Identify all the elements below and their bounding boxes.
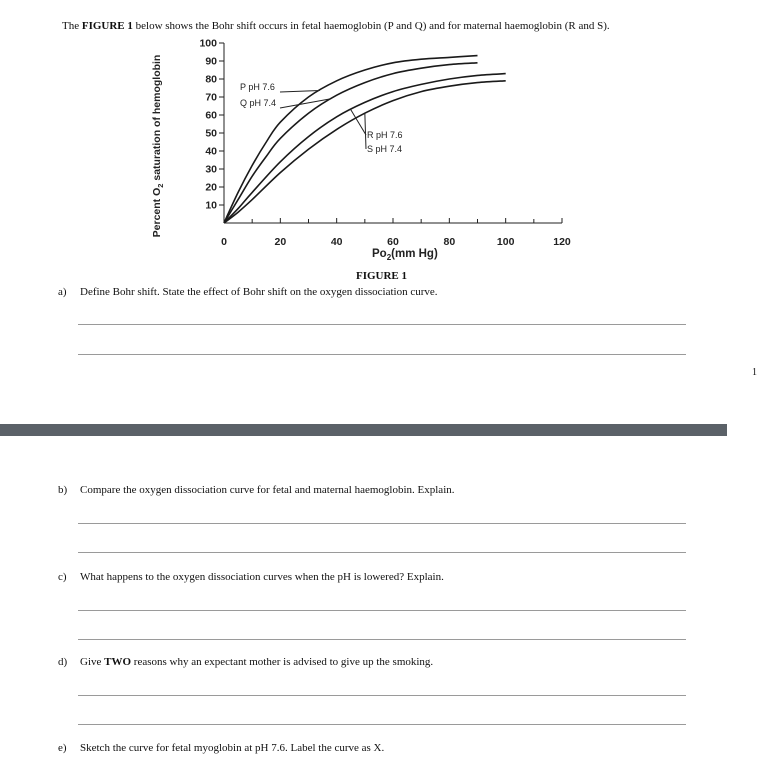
curve-group bbox=[224, 56, 506, 223]
answer-line[interactable] bbox=[78, 724, 686, 725]
page-number: 1 bbox=[752, 367, 757, 378]
page-divider-bar bbox=[0, 424, 727, 436]
x-tick-label: 100 bbox=[496, 236, 515, 248]
curve-label: P pH 7.6 bbox=[240, 82, 275, 92]
question-a-label: a) bbox=[58, 286, 67, 298]
curve-label-leader bbox=[280, 91, 320, 92]
question-b-label: b) bbox=[58, 484, 68, 496]
x-tick-label: 60 bbox=[387, 236, 399, 248]
question-d-label: d) bbox=[58, 656, 68, 668]
curve-label: Q pH 7.4 bbox=[240, 98, 277, 108]
intro-before: The bbox=[62, 20, 82, 32]
question-e-label: e) bbox=[58, 742, 67, 754]
answer-line[interactable] bbox=[78, 639, 686, 640]
question-c-label: c) bbox=[58, 571, 67, 583]
question-d-text-2: reasons why an expectant mother is advised to give up the smoking. bbox=[131, 656, 434, 668]
question-a bbox=[58, 286, 438, 298]
question-b-text: Compare the oxygen dissociation curve for fetal and maternal haemoglobin. Explain. bbox=[80, 484, 455, 496]
y-tick-label: 90 bbox=[205, 55, 217, 68]
question-a-text: Define Bohr shift. State the effect of Bohr shift on the oxygen dissociation curve. bbox=[80, 286, 438, 298]
answer-line[interactable] bbox=[78, 552, 686, 553]
answer-line[interactable] bbox=[78, 324, 686, 325]
question-d-text-1: Give bbox=[80, 656, 105, 668]
y-tick-label: 60 bbox=[205, 109, 217, 122]
y-tick-label: 50 bbox=[205, 127, 217, 140]
x-axis-label-group bbox=[372, 248, 438, 262]
question-d-text-bold: TWO bbox=[104, 656, 132, 668]
annotation-group bbox=[240, 82, 403, 154]
y-tick-label: 100 bbox=[199, 37, 217, 50]
question-c-text: What happens to the oxygen dissociation curves when the pH is lowered? Explain. bbox=[80, 571, 444, 583]
answer-line[interactable] bbox=[78, 610, 686, 611]
x-tick-label: 20 bbox=[274, 236, 287, 248]
question-b bbox=[58, 484, 455, 496]
answer-line[interactable] bbox=[78, 695, 686, 696]
curve-label: R pH 7.6 bbox=[367, 130, 403, 140]
intro-figure-ref: FIGURE 1 bbox=[81, 20, 133, 32]
x-tick-label: 80 bbox=[443, 236, 456, 248]
y-tick-label: 10 bbox=[205, 199, 217, 212]
oxygen-dissociation-chart bbox=[0, 0, 763, 300]
question-e bbox=[58, 742, 384, 754]
question-e-text: Sketch the curve for fetal myoglobin at pH 7.6. Label the curve as X. bbox=[80, 742, 385, 754]
y-tick-label: 80 bbox=[205, 73, 217, 86]
y-axis-label-group bbox=[151, 55, 165, 238]
x-tick-label: 0 bbox=[221, 236, 227, 248]
x-tick-label: 40 bbox=[330, 236, 343, 248]
y-tick-label: 40 bbox=[205, 145, 217, 158]
y-tick-label: 20 bbox=[205, 181, 217, 194]
x-tick-label: 120 bbox=[553, 236, 571, 248]
y-tick-label: 70 bbox=[205, 91, 217, 104]
question-d bbox=[58, 656, 433, 668]
curve-label: S pH 7.4 bbox=[367, 144, 403, 154]
x-axis-label: $Po_2(mm$ Hg) bbox=[372, 248, 438, 262]
figure-caption: FIGURE 1 bbox=[355, 270, 408, 282]
y-tick-group bbox=[199, 38, 224, 212]
question-c bbox=[58, 571, 444, 583]
intro-after: below shows the Bohr shift occurs in fetal haemoglobin (P and Q) and for maternal haemoglobin (R and S). bbox=[132, 20, 610, 32]
y-axis-label: Percent $O_2$ saturation of hemoglobin bbox=[151, 54, 165, 238]
y-tick-label: 30 bbox=[205, 163, 217, 176]
curve-r bbox=[224, 74, 506, 223]
answer-line[interactable] bbox=[78, 523, 686, 524]
curve-label-leader bbox=[365, 113, 366, 149]
answer-line[interactable] bbox=[78, 354, 686, 355]
